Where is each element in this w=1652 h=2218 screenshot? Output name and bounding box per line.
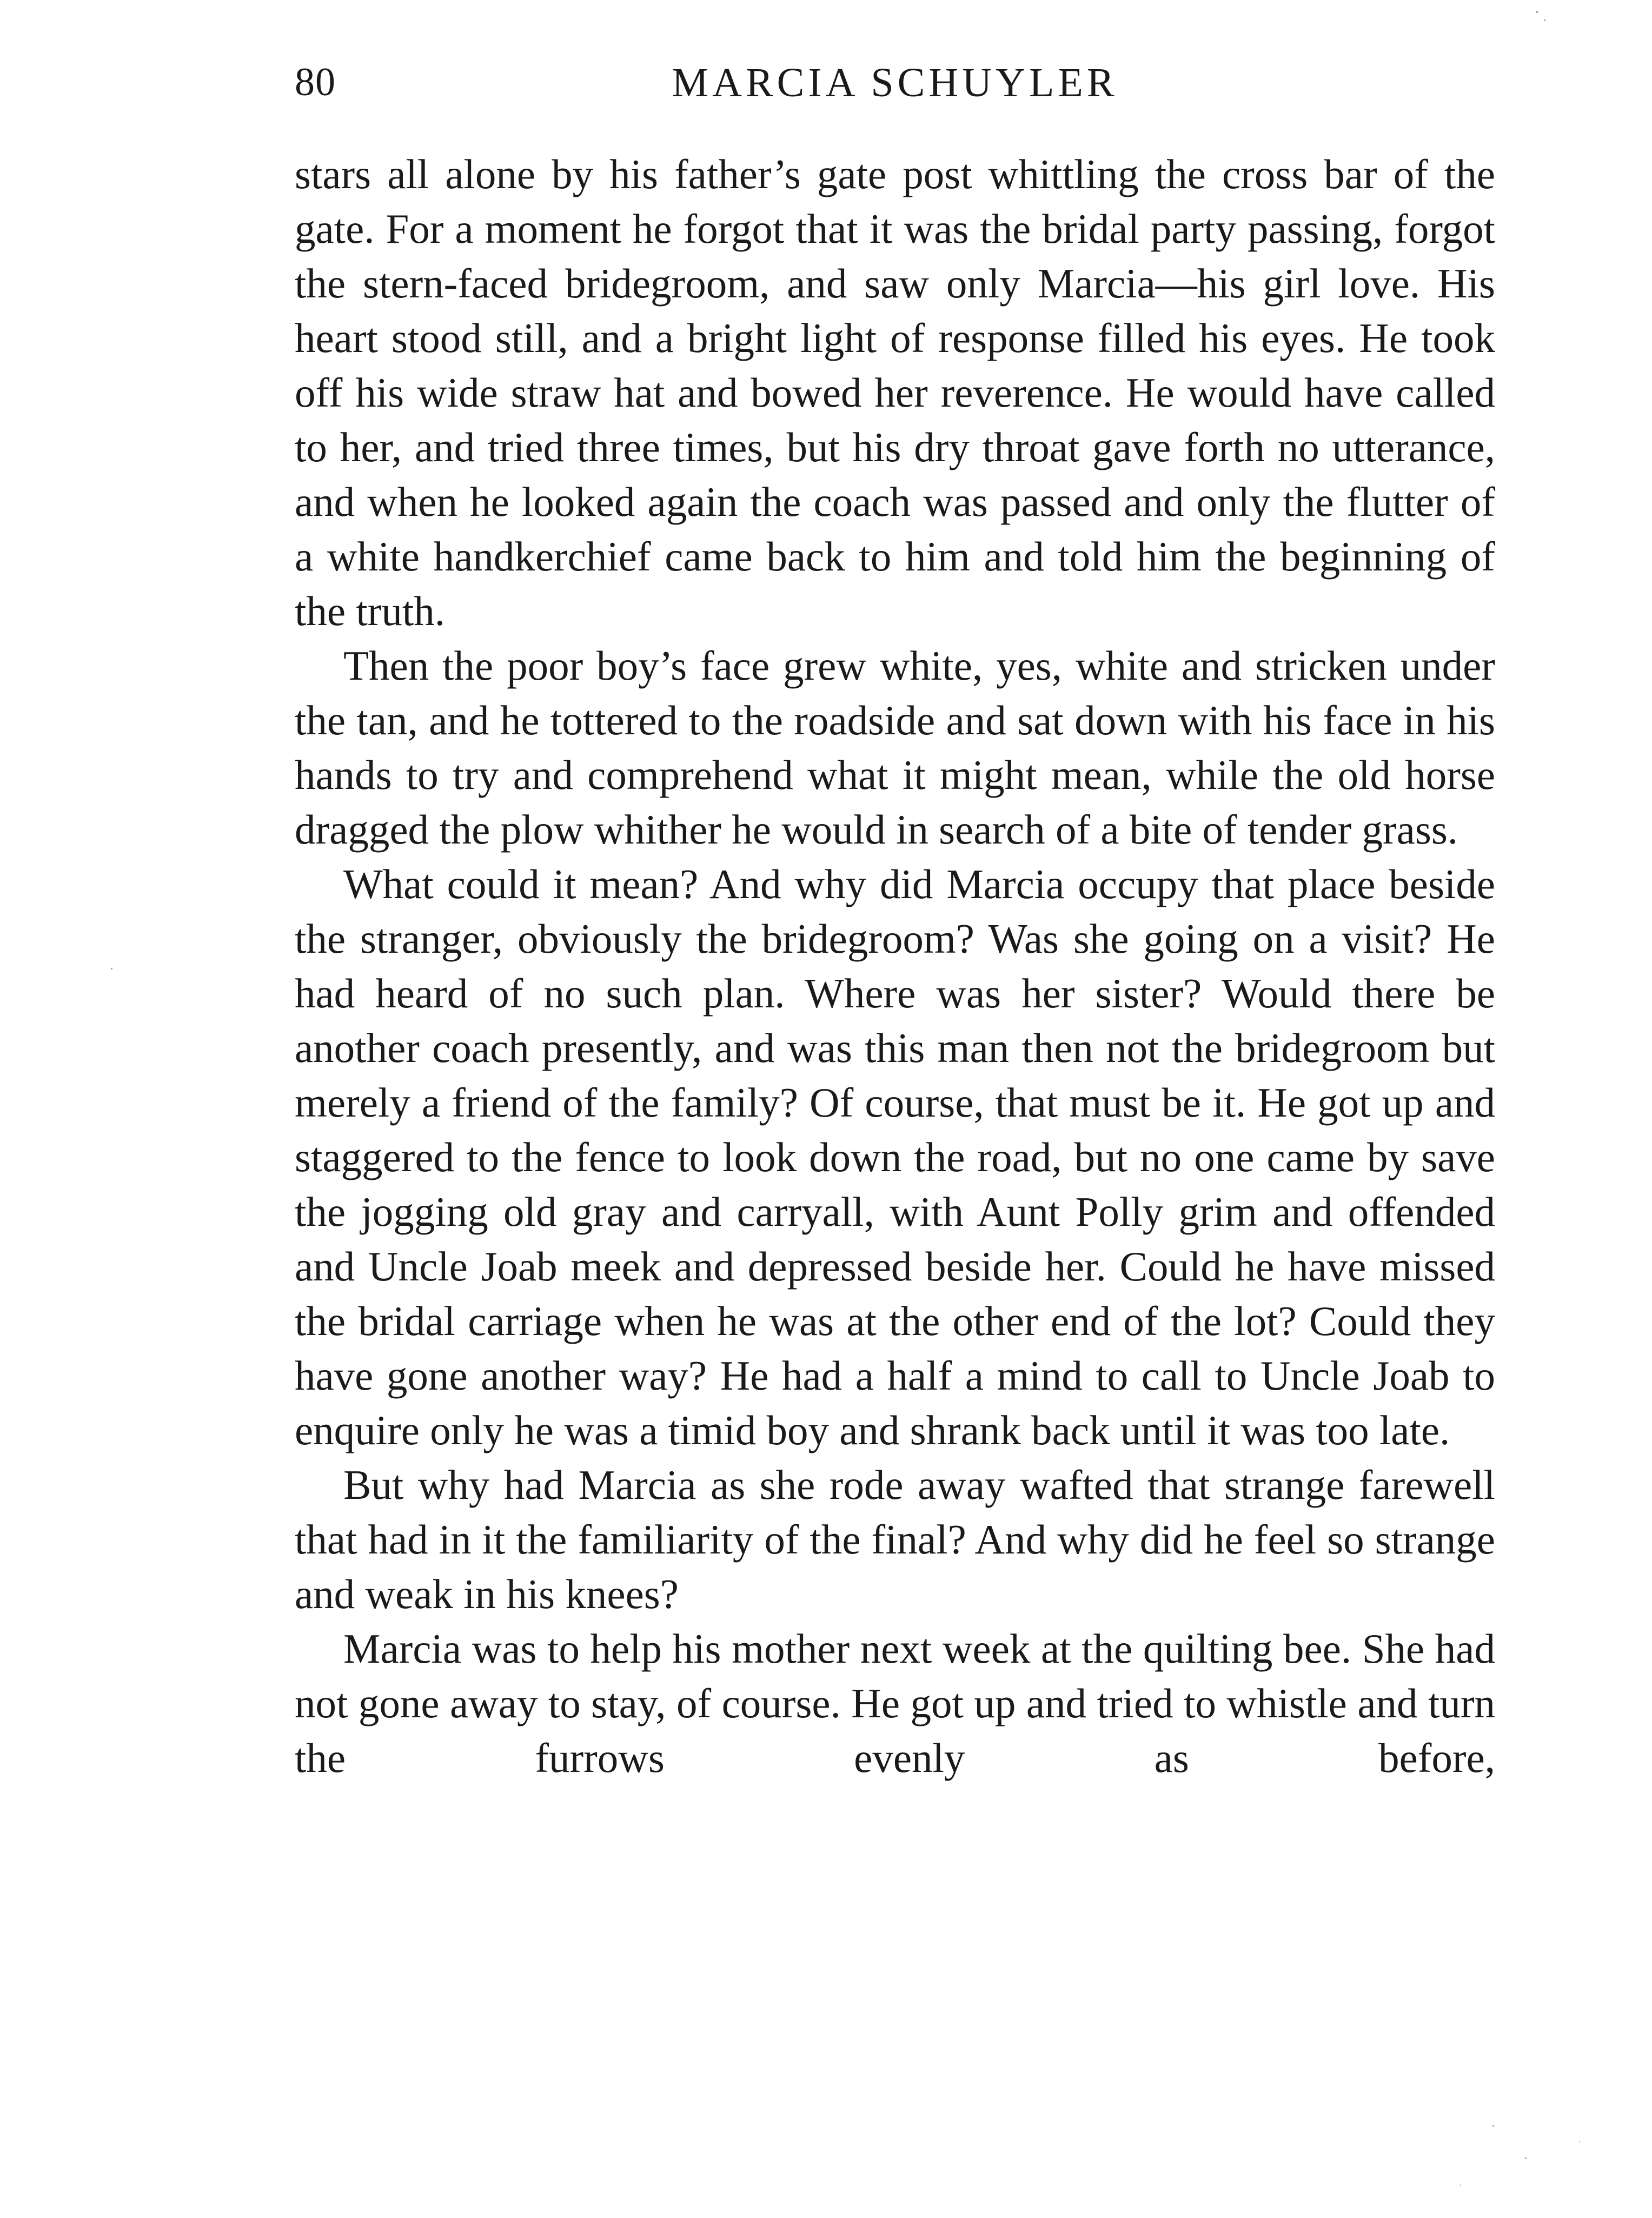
scan-speck [1492, 2125, 1494, 2127]
paragraph-4: But why had Marcia as she rode away wafted that strange farewell that had in it the familiarity of the final? And why did he feel so strange and weak in his knees? [295, 1462, 1495, 1617]
scan-speck [111, 968, 112, 969]
scan-speck [1536, 11, 1538, 13]
scan-speck [1460, 2184, 1461, 2186]
page-header [295, 59, 1495, 119]
paragraph-3: What could it mean? And why did Marcia occupy that place beside the stranger, obviously the bridegroom? Was she going on a visit? He had heard of no such plan. Where was her sister? Would there be another coach presently, and was this man then not the bridegroom but merely a friend of the family? Of course, that must be it. He got up and staggered to the fence to look down the road, but no one came by save the jogging old gray and carryall, with Aunt Polly grim and offended and Uncle Joab meek and depressed beside her. Could he have missed the bridal carriage when he was at the other end of the lot? Could they have gone another way? He had a half a mind to call to Uncle Joab to enquire only he was a timid boy and shrank back until it was too late. [295, 861, 1495, 1453]
running-title: MARCIA SCHUYLER [672, 60, 1118, 105]
scan-speck [1579, 2141, 1580, 2142]
scan-speck [1525, 2157, 1527, 2159]
paragraph-1: stars all alone by his father’s gate post whittling the cross bar of the gate. For a moment he forgot that it was the bridal party passing, forgot the stern-faced bridegroom, and saw only Marcia—his girl love. His heart stood still, and a bright light of response filled his eyes. He took off his wide straw hat and bowed her reverence. He would have called to her, and tried three times, but his dry throat gave forth no utterance, and when he looked again the coach was passed and only the flutter of a white handkerchief came back to him and told him the beginning of the truth. [295, 151, 1495, 634]
page-number: 80 [295, 60, 336, 104]
scan-speck [1544, 19, 1545, 21]
paragraph-5: Marcia was to help his mother next week at the quilting bee. She had not gone away to stay, of course. He got up and tried to whistle and turn the furrows evenly as before, [295, 1625, 1495, 1781]
paragraph-2: Then the poor boy’s face grew white, yes, white and stricken under the tan, and he tottered to the roadside and sat down with his face in his hands to try and comprehend what it might mean, while the old horse dragged the plow whither he would in search of a bite of tender grass. [295, 642, 1495, 853]
body-text [295, 147, 1495, 1785]
